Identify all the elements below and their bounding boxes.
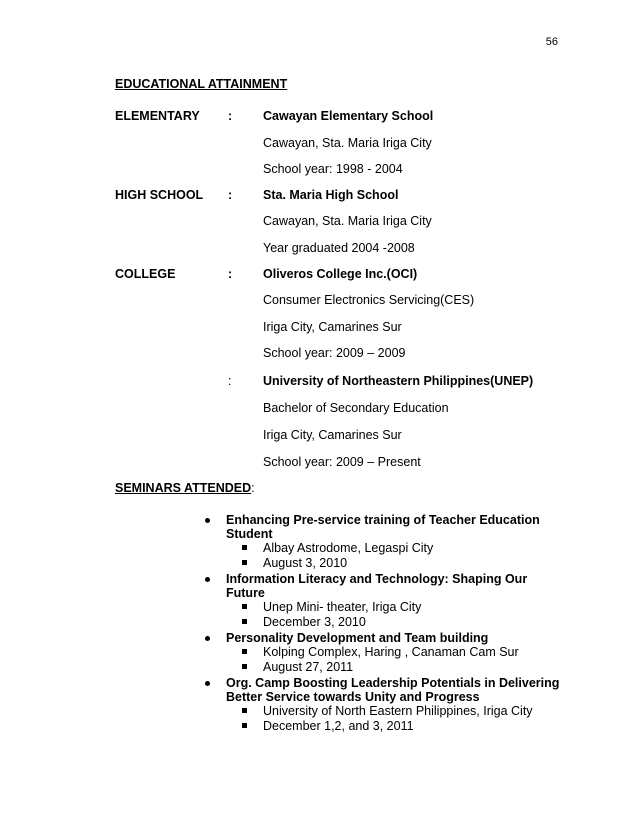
seminar-venue-text: Kolping Complex, Haring , Canaman Cam Sur <box>263 645 519 659</box>
high-school-colon: : <box>228 188 233 202</box>
seminar-date-text: December 1,2, and 3, 2011 <box>263 718 414 733</box>
seminar-venue <box>226 645 565 660</box>
seminar-title-line2: Future <box>226 586 265 600</box>
seminar-date-text: December 3, 2010 <box>263 614 366 629</box>
seminar-title-line1: Org. Camp Boosting Leadership Potentials in Delivering <box>226 676 560 690</box>
high-school-year: Year graduated 2004 -2008 <box>263 241 415 255</box>
seminars-heading-colon: : <box>251 481 255 495</box>
college-2-year: School year: 2009 – Present <box>263 455 421 469</box>
bullet-square-icon <box>242 560 247 565</box>
seminar-date <box>226 556 565 571</box>
seminar-date <box>226 660 565 675</box>
elementary-school: Cawayan Elementary School <box>263 109 434 123</box>
seminar-venue-text: Albay Astrodome, Legaspi City <box>263 541 434 555</box>
high-school-school: Sta. Maria High School <box>263 188 399 202</box>
bullet-square-icon <box>242 545 247 550</box>
college-label: COLLEGE <box>115 267 176 281</box>
seminar-item <box>205 513 565 570</box>
seminar-date <box>226 615 565 630</box>
elementary-address: Cawayan, Sta. Maria Iriga City <box>263 136 432 150</box>
seminar-item <box>205 631 565 674</box>
elementary-year: School year: 1998 - 2004 <box>263 162 403 176</box>
seminar-venue <box>226 541 565 556</box>
bullet-square-icon <box>242 649 247 654</box>
college-colon: : <box>228 267 233 281</box>
seminar-date <box>226 719 565 734</box>
seminar-item <box>205 676 565 733</box>
seminars-heading-text: SEMINARS ATTENDED <box>115 481 252 495</box>
seminars-list <box>205 513 565 735</box>
seminar-venue-text: University of North Eastern Philippines, Iriga City <box>263 704 533 718</box>
college-2-colon: : <box>228 374 232 388</box>
high-school-label: HIGH SCHOOL <box>115 188 204 202</box>
bullet-square-icon <box>242 708 247 713</box>
seminar-date-text: August 3, 2010 <box>263 555 348 570</box>
seminar-title-line1: Enhancing Pre-service training of Teacher Education <box>226 513 540 527</box>
seminar-title-line1: Information Literacy and Technology: Shaping Our <box>226 572 528 586</box>
seminars-heading <box>115 481 255 495</box>
college-2-course: Bachelor of Secondary Education <box>263 401 449 415</box>
bullet-square-icon <box>242 619 247 624</box>
bullet-square-icon <box>242 723 247 728</box>
seminar-venue-text: Unep Mini- theater, Iriga City <box>263 600 422 614</box>
college-2-address: Iriga City, Camarines Sur <box>263 428 402 442</box>
bullet-dot-icon <box>205 636 210 641</box>
elementary-colon: : <box>228 109 233 123</box>
seminar-title-line1: Personality Development and Team building <box>226 631 489 645</box>
college-1-school: Oliveros College Inc.(OCI) <box>263 267 418 281</box>
seminar-title-line2: Student <box>226 527 273 541</box>
college-2-school: University of Northeastern Philippines(UNEP) <box>263 374 534 388</box>
elementary-label: ELEMENTARY <box>115 109 200 123</box>
bullet-dot-icon <box>205 681 210 686</box>
college-1-course: Consumer Electronics Servicing(CES) <box>263 293 475 307</box>
seminar-item <box>205 572 565 629</box>
seminar-venue <box>226 704 565 719</box>
seminar-title-line2: Better Service towards Unity and Progress <box>226 690 480 704</box>
college-1-address: Iriga City, Camarines Sur <box>263 320 402 334</box>
bullet-square-icon <box>242 604 247 609</box>
seminar-date-text: August 27, 2011 <box>263 659 354 674</box>
page-number: 56 <box>545 36 558 48</box>
seminar-venue <box>226 600 565 615</box>
bullet-square-icon <box>242 664 247 669</box>
bullet-dot-icon <box>205 577 210 582</box>
college-1-year: School year: 2009 – 2009 <box>263 346 406 360</box>
high-school-address: Cawayan, Sta. Maria Iriga City <box>263 214 432 228</box>
bullet-dot-icon <box>205 518 210 523</box>
education-heading: EDUCATIONAL ATTAINMENT <box>115 77 288 91</box>
